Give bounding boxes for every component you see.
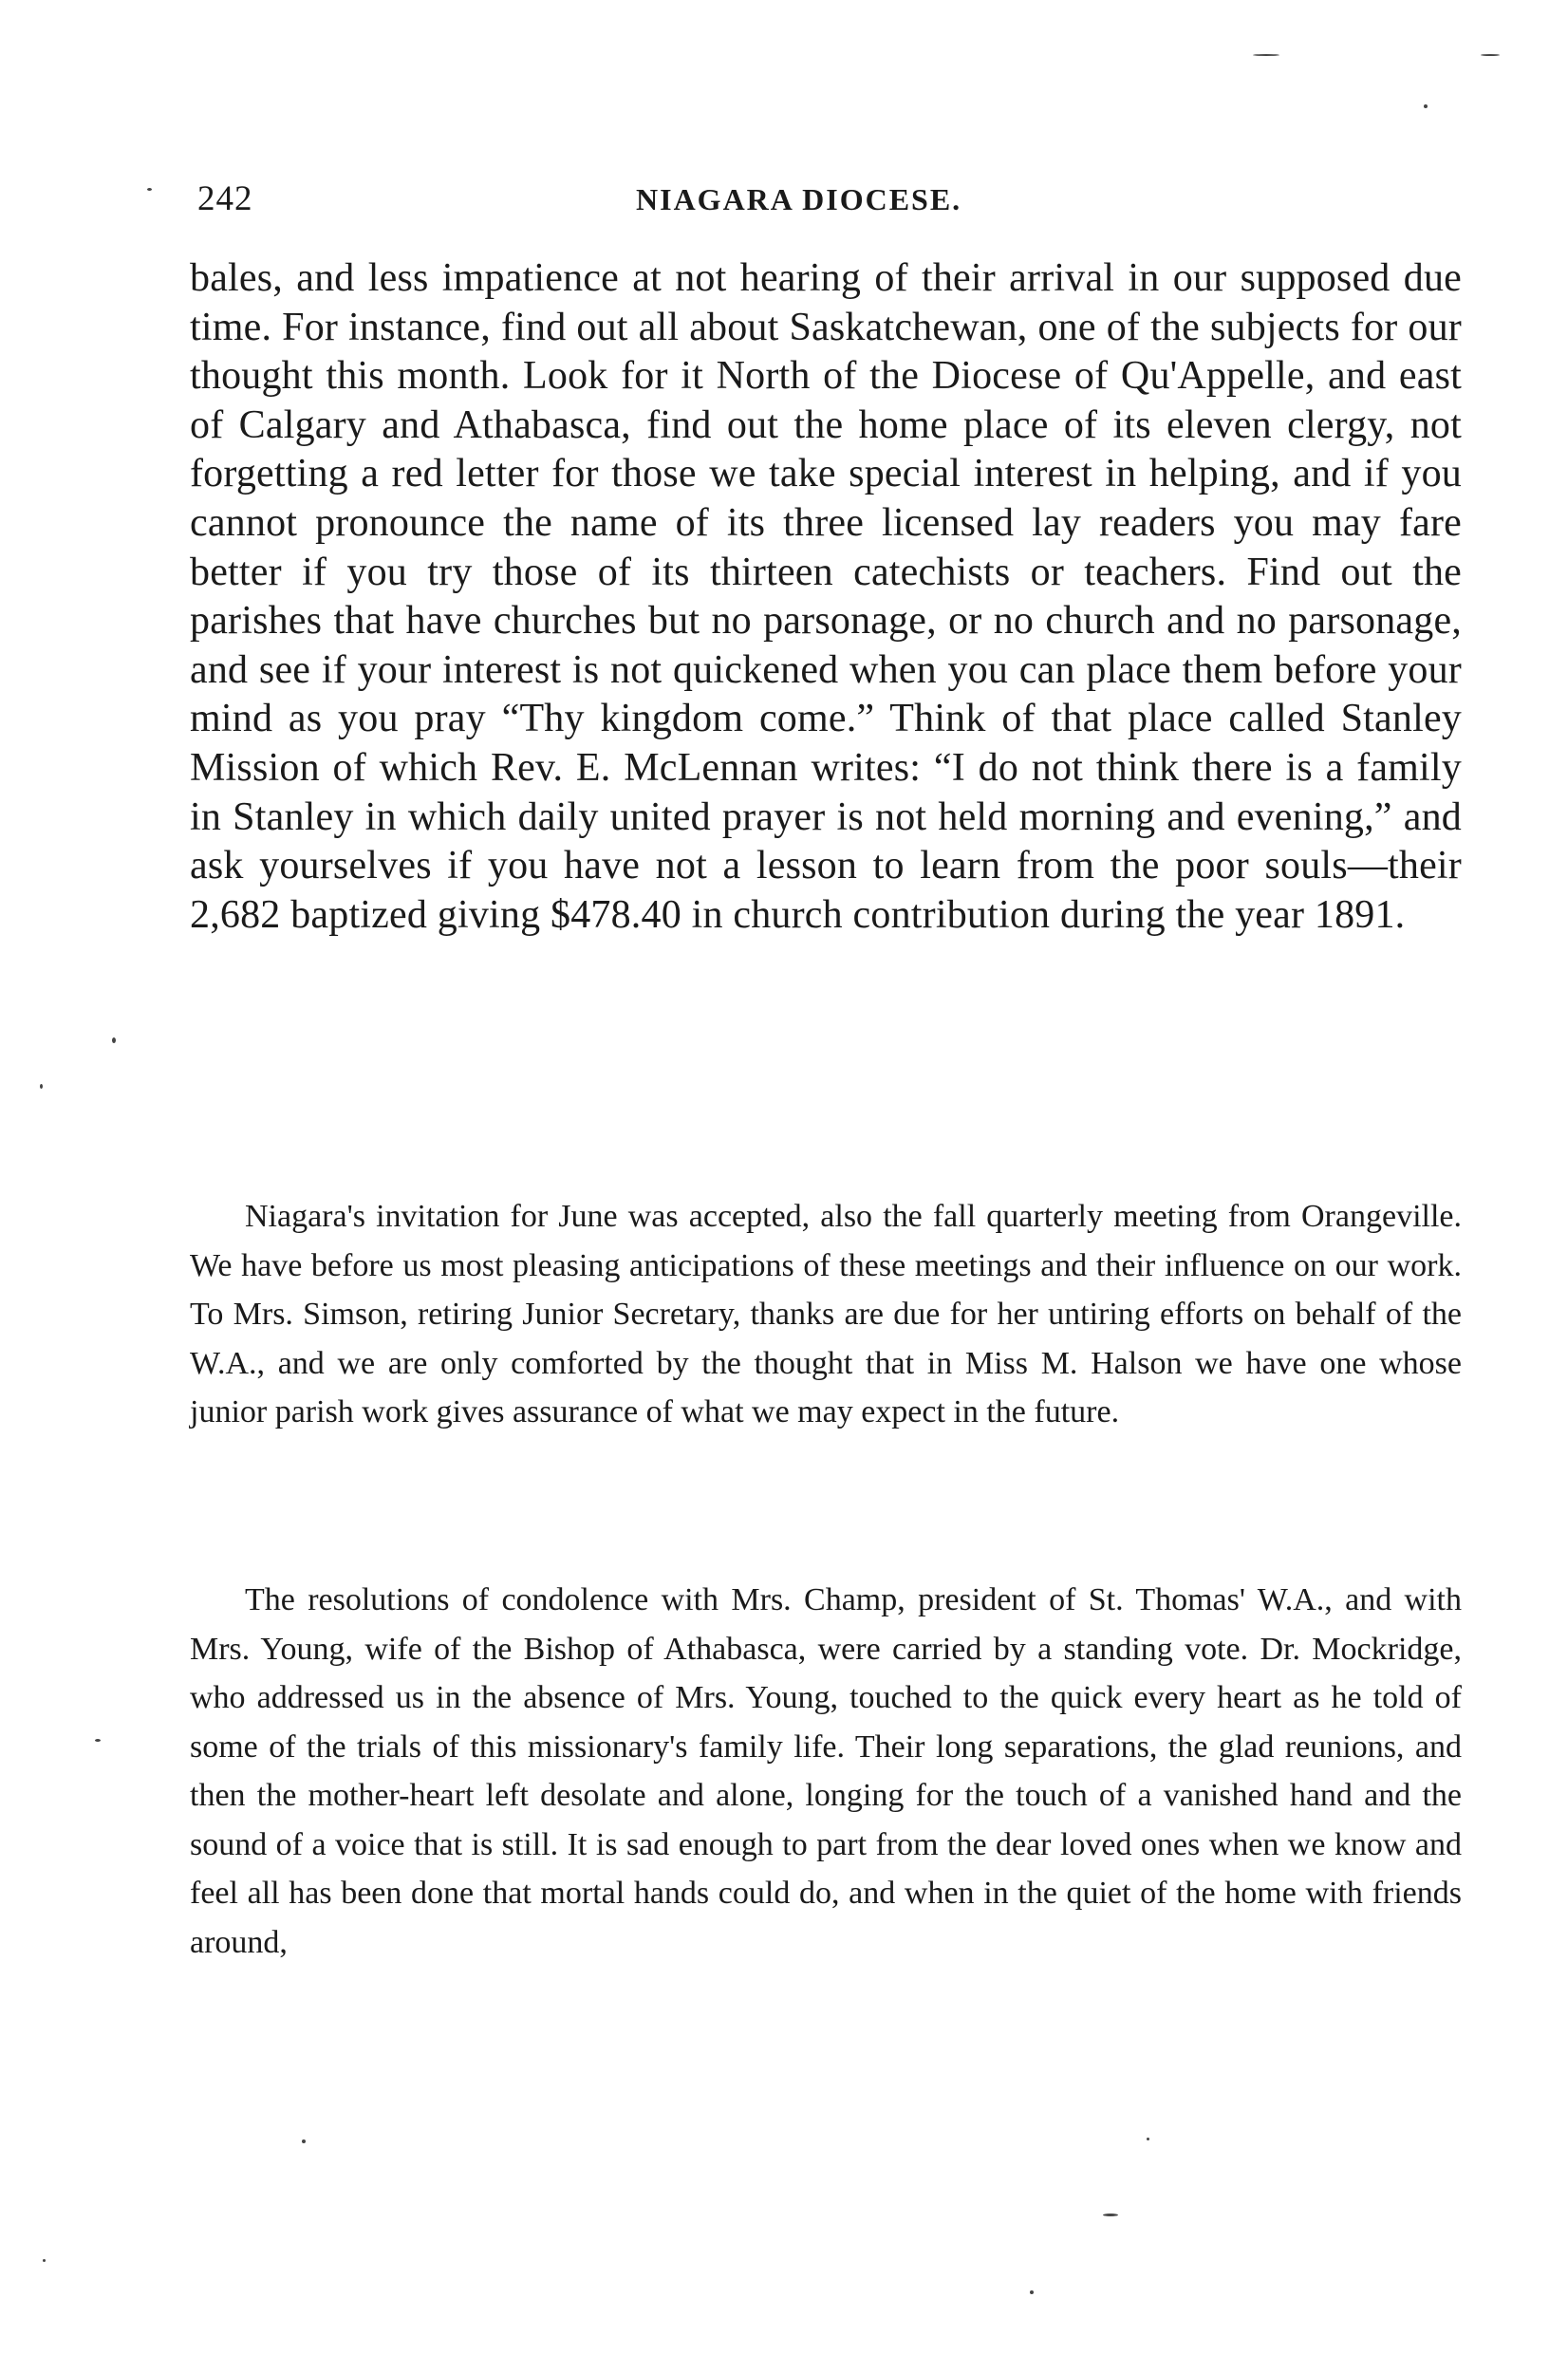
scan-speck (43, 2259, 46, 2262)
scan-speck (1253, 54, 1279, 56)
scan-speck (95, 1739, 101, 1742)
scan-speck (1481, 54, 1500, 56)
scan-speck (1103, 2214, 1118, 2216)
scan-speck (1030, 2290, 1034, 2294)
scan-speck (147, 188, 152, 191)
scan-speck (302, 2139, 306, 2143)
paragraph-2: Niagara's invitation for June was accepted, also the fall quarterly meeting from Orangeville. We have before us most pleasing anticipations of these meetings and their influence on our work. To Mrs. Simson, retiring Junior Secretary, thanks are due for her untiring efforts on behalf of the W.A., and we are only comforted by the thought that in Miss M. Halson we have one whose junior parish work gives assurance of what we may expect in the future. (190, 1199, 1462, 1429)
paragraph-1: bales, and less impatience at not hearing of their arrival in our supposed due time. For instance, find out all about Saskatchewan, one of the subjects for our thought this month. Look for it North of the Diocese of Qu'Appelle, and east of Calgary and Athabasca, find out the home place of its eleven clergy, not forgetting a red letter for those we take special interest in helping, and if you cannot pronounce the name of its three licensed lay readers you may fare better if you try those of its thirteen catechists or teachers. Find out the parishes that have churches but no parsonage, or no church and no parsonage, and see if your interest is not quickened when you can place them before your mind as you pray “Thy kingdom come.” Think of that place called Stanley Mission of which Rev. E. McLennan writes: “I do not think there is a family in Stanley in which daily united prayer is not held morning and evening,” and ask yourselves if you have not a lesson to learn from the poor souls—their 2,682 baptized giving $478.40 in church contribution during the year 1891. (190, 256, 1462, 937)
running-title: NIAGARA DIOCESE. (636, 182, 962, 216)
scan-speck (40, 1084, 43, 1089)
paragraph-3: The resolutions of condolence with Mrs. Champ, president of St. Thomas' W.A., and with Mrs. Young, wife of the Bishop of Athabasca, were carried by a standing vote. Dr. Mockridge, who addressed us in the absence of Mrs. Young, touched to the quick every heart as he told of some of the trials of this missionary's family life. Their long separations, the glad reunions, and then the mother-heart left desolate and alone, longing for the touch of a vanished hand and the sound of a voice that is still. It is sad enough to part from the dear loved ones when we know and feel all has been done that mortal hands could do, and when in the quiet of the home with friends around, (190, 1582, 1462, 1960)
page-header (190, 178, 1462, 235)
scan-speck (112, 1037, 116, 1043)
scan-speck (1147, 2138, 1149, 2140)
scan-speck (1424, 104, 1428, 108)
page-number: 242 (197, 179, 253, 218)
